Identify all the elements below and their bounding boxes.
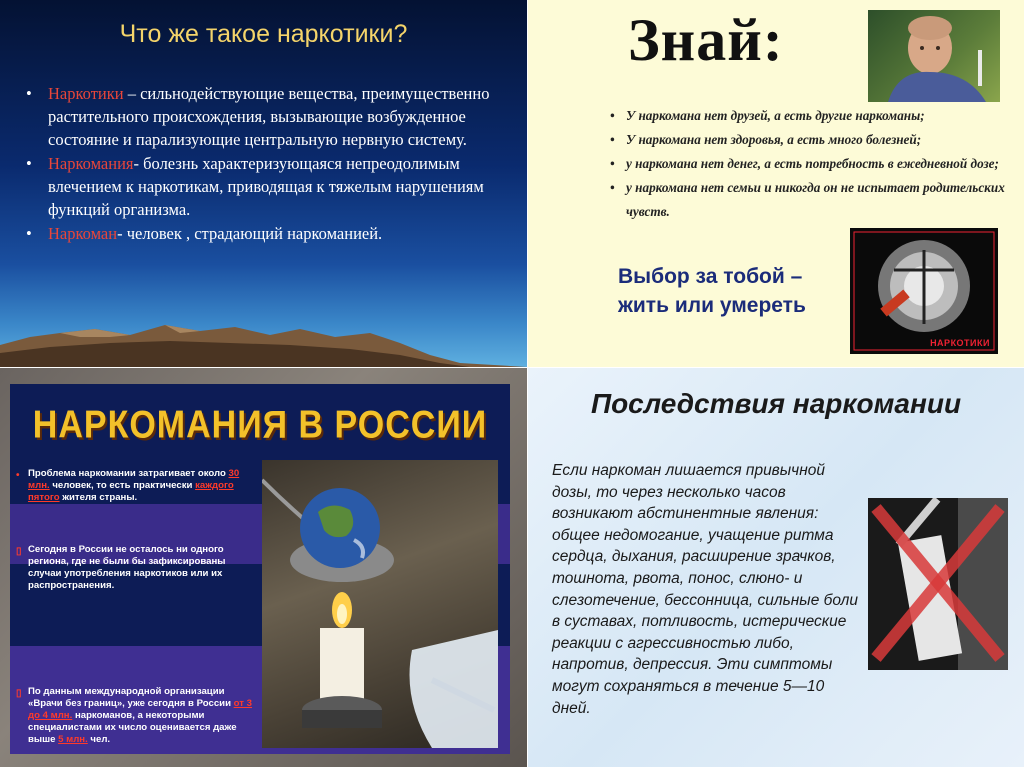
crossed-syringe-photo: [868, 498, 1008, 670]
para-text: чел.: [87, 734, 111, 745]
definition-text: - человек , страдающий наркоманией.: [117, 224, 383, 243]
earth-spoon-candle-photo: [262, 460, 498, 748]
definition-term: Наркотики: [48, 84, 124, 103]
panel-what-are-drugs: [0, 0, 527, 367]
panel1-definitions-list: [22, 82, 510, 246]
choice-slogan: [618, 262, 858, 320]
addict-photo: [868, 10, 1000, 102]
fact-item: • у наркомана нет денег, а есть потребность в ежедневной дозе;: [610, 152, 1020, 176]
panel2-title: Знай:: [628, 7, 784, 73]
para-text: Проблема наркомании затрагивает около: [28, 468, 229, 479]
panel-drug-addiction-in-russia: [0, 368, 527, 767]
definition-item: [22, 152, 510, 221]
russia-paragraph-1: [28, 468, 260, 504]
para-highlight: от 3 до 4 млн.: [28, 698, 252, 721]
definition-item: [22, 222, 510, 245]
fact-item: • У наркомана нет здоровья, а есть много болезней;: [610, 128, 1020, 152]
panel3-title: НАРКОМАНИЯ В РОССИИ: [32, 403, 488, 447]
para-text: По данным международной организации «Врачи без границ», уже сегодня в России: [28, 686, 234, 709]
poster-label: НАРКОТИКИ: [930, 338, 990, 348]
panel-consequences: [528, 368, 1024, 767]
para-highlight: 5 млн.: [58, 734, 88, 745]
definition-term: Наркоман: [48, 224, 118, 243]
para-text: жителя страны.: [59, 492, 138, 503]
choice-line-2: жить или умереть: [618, 294, 806, 317]
para-text: человек, то есть практически: [49, 480, 196, 491]
para-marker: •: [16, 470, 20, 481]
definition-item: [22, 82, 510, 151]
panel-know: [528, 0, 1024, 367]
panel2-facts-list: [610, 104, 1020, 224]
mountains-illustration: [0, 307, 527, 367]
fact-item: • у наркомана нет семьи и никогда он не испытает родительских чувств.: [610, 176, 1020, 224]
para-highlight: 30 млн.: [28, 468, 240, 491]
addict-photo-illustration: [868, 10, 1000, 102]
choice-line-1: Выбор за тобой –: [618, 265, 803, 288]
fact-item: • У наркомана нет друзей, а есть другие наркоманы;: [610, 104, 1020, 128]
definition-text: - болезнь характеризующаяся непреодолимым влечением к наркотикам, приводящая к тяжелым нарушениям функций организма.: [48, 154, 484, 219]
definition-text: – сильнодействующие вещества, преимущественно растительного происхождения, вызывающие возбужденное состояние и парализующие центральную нервную систему.: [48, 84, 490, 149]
russia-paragraph-2: Сегодня в России не осталось ни одного региона, где не были бы зафиксированы случаи употребления наркотиков или их распространения.: [28, 544, 226, 591]
russia-paragraph-3: [28, 686, 260, 746]
poster-illustration: [850, 228, 998, 354]
russia-slide: [10, 384, 510, 754]
para-highlight: каждого пятого: [28, 480, 234, 503]
consequences-text: Если наркоман лишается привычной дозы, то через несколько часов возникают абстинентные явления: общее недомогание, учащение ритма сердца, дыхания, расширение зрачков, тошнота, рвота, понос, слюно- и слезотечение, бессонница, сильные боли в суставах, потливость, истерические реакции с агрессивностью либо, напротив, депрессия. Эти симптомы могут сохраняться в течение 5—10 дней.: [552, 462, 858, 717]
panel1-title: Что же такое наркотики?: [119, 20, 408, 48]
definition-term: Наркомания: [48, 154, 134, 173]
drugs-poster: [850, 228, 998, 354]
crossed-syringe-illustration: [868, 498, 1008, 670]
earth-spoon-candle-illustration: [262, 460, 498, 748]
para-text: наркоманов, а некоторыми специалистами их число оценивается даже выше: [28, 710, 237, 745]
para-marker: ▯: [16, 688, 22, 699]
panel4-title: Последствия наркомании: [590, 388, 962, 419]
para-marker: ▯: [16, 546, 22, 557]
